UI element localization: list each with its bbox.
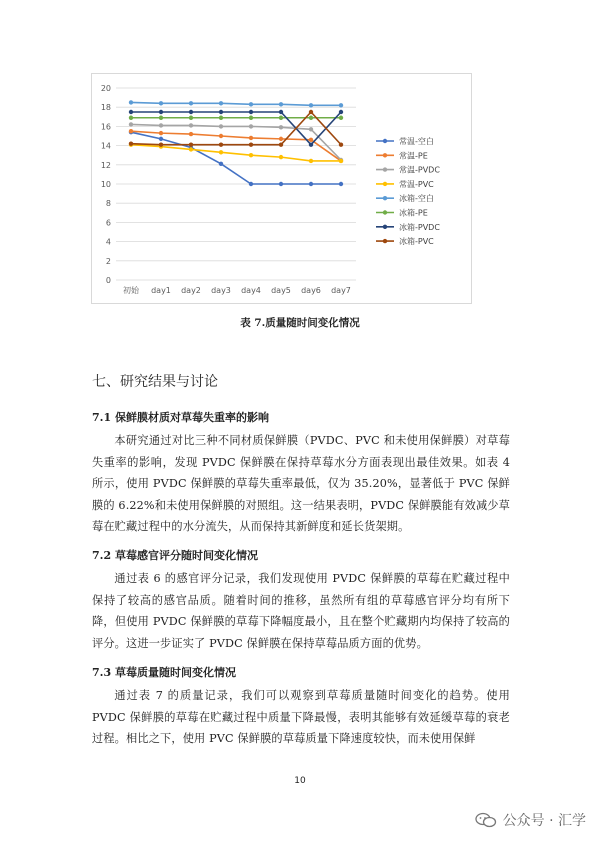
subsection-heading-7-1: 7.1 保鲜膜材质对草莓失重率的影响 [92,411,269,424]
data-point [219,110,223,114]
y-tick-label: 10 [100,180,111,189]
data-point [159,123,163,127]
data-point [159,131,163,135]
data-point [219,101,223,105]
legend-swatch-marker [383,153,387,157]
data-point [159,116,163,120]
data-point [129,116,133,120]
data-point [219,134,223,138]
data-point [219,150,223,154]
data-point [279,137,283,141]
legend-label: 冰箱-空白 [399,194,434,204]
data-point [189,123,193,127]
chart-canvas [92,74,471,303]
paragraph-7-3: 通过表 7 的质量记录，我们可以观察到草莓质量随时间变化的趋势。使用 PVDC 保鲜膜的草莓在贮藏过程中质量下降最慢，表明其能够有效延缓草莓的衰老过程。相比之下，使用 PVC 保鲜膜的草莓质量下降速度较快，而未使用保鲜 [92,689,510,745]
data-point [189,132,193,136]
data-point [189,147,193,151]
data-point [339,103,343,107]
legend-swatch-marker [383,210,387,214]
x-tick-label: day2 [181,286,201,295]
data-point [279,116,283,120]
y-tick-label: 2 [105,256,111,266]
data-point [219,142,223,146]
data-point [309,159,313,163]
chart-caption: 表 7.质量随时间变化情况 [240,317,360,329]
data-point [129,110,133,114]
paragraph-7-1: 本研究通过对比三种不同材质保鲜膜（PVDC、PVC 和未使用保鲜膜）对草莓失重率的影响，发现 PVDC 保鲜膜在保持草莓水分方面表现出最佳效果。如表 4 所示，使用 PVDC 保鲜膜的草莓失重率最低，仅为 35.20%，显著低于 PVC 保鲜膜的 6.22%和未使用保鲜膜的对照组。这一结果表明，PVDC 保鲜膜能有效减少草莓在贮藏过程中的水分流失，从而保持其新鲜度和延长货架期。 [92,434,510,533]
watermark [475,810,586,830]
data-point [189,101,193,105]
data-point [129,100,133,104]
y-tick-label: 16 [100,122,111,132]
legend-label: 常温-PVC [399,179,434,189]
legend-swatch-marker [383,167,387,171]
x-tick-label: day7 [331,286,351,295]
data-point [219,124,223,128]
data-point [309,138,313,142]
data-point [249,153,253,157]
y-tick-label: 14 [100,141,111,151]
watermark-text: 公众号 · 汇学 [502,813,586,829]
y-tick-label: 20 [100,84,111,93]
legend-swatch-marker [383,225,387,229]
data-point [279,110,283,114]
data-point [279,182,283,186]
legend-swatch-marker [383,182,387,186]
data-point [279,125,283,129]
data-point [219,116,223,120]
legend-swatch-marker [383,196,387,200]
section-title: 七、研究结果与讨论 [92,374,218,390]
data-point [249,116,253,120]
subsection-heading-7-2: 7.2 草莓感官评分随时间变化情况 [92,549,258,562]
y-tick-label: 18 [100,103,111,113]
data-point [159,110,163,114]
data-point [129,129,133,133]
wechat-icon [475,812,497,828]
data-point [309,127,313,131]
data-point [339,116,343,120]
data-point [189,116,193,120]
data-point [339,159,343,163]
data-point [339,110,343,114]
data-point [339,182,343,186]
legend-swatch-marker [383,139,387,143]
data-point [249,182,253,186]
data-point [309,103,313,107]
x-tick-label: day6 [301,286,321,295]
data-point [309,116,313,120]
quality-line-chart [91,73,472,304]
legend-swatch-marker [383,239,387,243]
legend-label: 常温-空白 [399,137,434,146]
data-point [249,110,253,114]
data-point [189,142,193,146]
data-point [159,101,163,105]
legend-label: 常温-PVDC [399,165,440,175]
data-point [309,182,313,186]
data-point [219,162,223,166]
x-tick-label: day1 [151,286,171,295]
data-point [159,142,163,146]
data-point [339,142,343,146]
y-tick-label: 0 [105,276,111,285]
x-tick-label: 初始 [123,286,139,295]
y-tick-label: 4 [105,237,111,247]
data-point [279,102,283,106]
y-tick-label: 12 [100,160,111,170]
page-number: 10 [294,776,306,786]
y-tick-label: 6 [105,218,111,228]
legend-label: 冰箱-PVC [399,237,434,247]
paragraph-7-2: 通过表 6 的感官评分记录，我们发现使用 PVDC 保鲜膜的草莓在贮藏过程中保持了较高的感官品质。随着时间的推移，虽然所有组的草莓感官评分均有所下降，但使用 PVDC 保鲜膜的草莓下降幅度最小，且在整个贮藏期内均保持了较高的评分。这进一步证实了 PVDC 保鲜膜在保持草莓品质方面的优势。 [92,572,510,650]
x-tick-label: day5 [271,286,291,295]
data-point [159,137,163,141]
subsection-heading-7-3: 7.3 草莓质量随时间变化情况 [92,666,236,679]
data-point [129,141,133,145]
data-point [279,155,283,159]
legend-label: 常温-PE [399,151,428,161]
x-tick-label: day3 [211,286,231,295]
data-point [309,110,313,114]
y-tick-label: 8 [105,199,111,209]
data-point [279,142,283,146]
legend-label: 冰箱-PVDC [399,222,440,232]
data-point [249,124,253,128]
data-point [129,122,133,126]
legend-label: 冰箱-PE [399,208,428,218]
data-point [249,136,253,140]
data-point [309,142,313,146]
data-point [249,102,253,106]
data-point [189,110,193,114]
x-tick-label: day4 [241,286,261,295]
data-point [249,142,253,146]
